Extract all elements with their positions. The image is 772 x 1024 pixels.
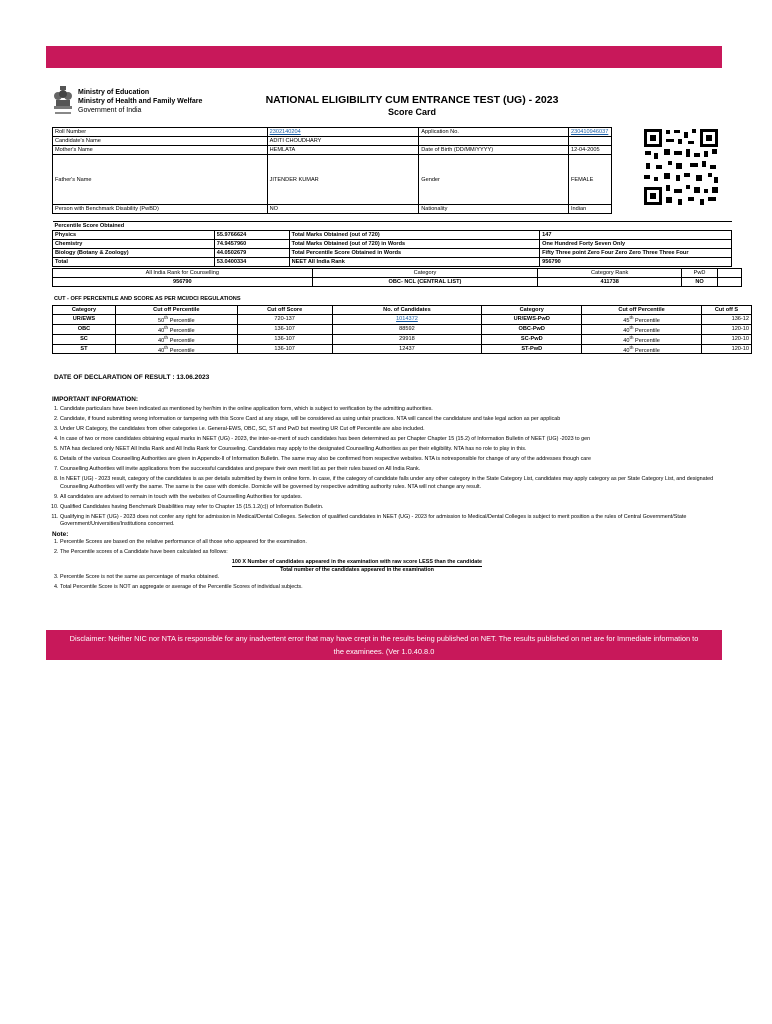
pct-word: Percentile bbox=[169, 337, 195, 344]
cutoff-percentile bbox=[115, 324, 237, 334]
pct-number: 40 bbox=[623, 337, 630, 344]
mother-label: Mother's Name bbox=[53, 146, 268, 155]
pwd-percentile bbox=[582, 315, 702, 325]
candidate-name: ADITI CHOUDHARY bbox=[267, 137, 419, 146]
pct-word: Percentile bbox=[634, 347, 660, 354]
cutoff-percentile bbox=[115, 315, 237, 325]
pct-number: 50 bbox=[158, 317, 165, 324]
subject-score: 53.0400334 bbox=[214, 258, 289, 267]
roll-label: Roll Number bbox=[53, 128, 268, 137]
pct-sup: th bbox=[629, 315, 634, 320]
pct-number: 40 bbox=[158, 327, 165, 334]
cutoff-category: UR/EWS bbox=[53, 315, 116, 325]
mother-name: HEMLATA bbox=[267, 146, 419, 155]
subject-label: Chemistry bbox=[53, 240, 215, 249]
disclaimer-text: Disclaimer: Neither NIC nor NTA is responsible for any inadvertent error that may have crept in the results being published on NET. The results published on net are for Immediate information to the examinees. (Ver 1.0.40.8.0 bbox=[69, 634, 699, 656]
candidates-count: 12437 bbox=[332, 344, 482, 354]
pwd-category: SC-PwD bbox=[482, 334, 582, 344]
pct-number: 40 bbox=[158, 347, 165, 354]
cutoff-category: ST bbox=[53, 344, 116, 354]
category-value: OBC- NCL (CENTRAL LIST) bbox=[312, 278, 538, 287]
dob-label: Date of Birth (DD/MM/YYYY) bbox=[419, 146, 569, 155]
list-item: 11. Qualifying in NEET (UG) - 2023 does not confer any right for admission in Medical/Dental Colleges. Selection of qualified candidates in NEET (UG) - 2023 for admission to Medical/Dental Colleges is subject to merit position a the rules of Central Government/State Government/Universities/Institutions concerned. bbox=[60, 514, 725, 529]
list-item: 7. Counselling Authorities will invite applications from the successful candidates and prepare their own merit list as per their rules based on All India Rank. bbox=[60, 466, 752, 473]
gender-value: FEMALE bbox=[568, 155, 611, 205]
note-list-continued bbox=[52, 574, 752, 591]
pwd-category: UR/EWS-PwD bbox=[482, 315, 582, 325]
ministry-line: Ministry of Health and Family Welfare bbox=[78, 98, 203, 105]
table-row bbox=[53, 344, 752, 354]
cutoff-header: Cut off Score bbox=[237, 306, 332, 315]
pct-sup: th bbox=[164, 324, 169, 330]
rank-header: PwD bbox=[682, 269, 718, 278]
result-label: NEET All India Rank bbox=[289, 258, 540, 267]
cutoff-header: Category bbox=[53, 306, 116, 315]
rank-header: Category Rank bbox=[538, 269, 682, 278]
list-item: 2. The Percentile scores of a Candidate have been calculated as follows: bbox=[60, 549, 752, 556]
cutoff-header: Cut off S bbox=[702, 306, 752, 315]
pwbd-value: NO bbox=[267, 205, 419, 214]
cutoff-header: No. of Candidates bbox=[332, 306, 482, 315]
table-row bbox=[53, 315, 752, 325]
rank-header: All India Rank for Counselling bbox=[53, 269, 313, 278]
cutoff-score: 136-107 bbox=[237, 334, 332, 344]
roll-number-link[interactable]: 2302140204 bbox=[269, 129, 301, 135]
candidates-count: 88592 bbox=[332, 324, 482, 334]
important-information bbox=[52, 396, 752, 592]
result-value: 147 bbox=[540, 231, 732, 240]
cutoff-header: Category bbox=[482, 306, 582, 315]
percentile-section-title: Percentile Score Obtained bbox=[53, 222, 732, 231]
app-label: Application No. bbox=[419, 128, 569, 137]
table-row bbox=[53, 334, 752, 344]
info-heading: IMPORTANT INFORMATION: bbox=[52, 396, 139, 403]
cutoff-percentile bbox=[115, 334, 237, 344]
info-list bbox=[52, 406, 752, 528]
pct-sup: th bbox=[164, 334, 169, 340]
exam-title: NATIONAL ELIGIBILITY CUM ENTRANCE TEST (UG) - 2023 bbox=[265, 94, 559, 106]
pct-sup: th bbox=[629, 344, 634, 350]
pct-word: Percentile bbox=[634, 327, 660, 334]
list-item: 2. Candidate, if found submitting wrong information or tampering with this Score Card at any stage, will be considered as using unfair practices. NTA will cancel the candidature and take legal action as per applicab bbox=[60, 416, 752, 423]
pwd-category: OBC-PwD bbox=[482, 324, 582, 334]
formula-denominator: Total number of the candidates appeared in the examination bbox=[280, 567, 434, 574]
pwd-score: 120-10 bbox=[702, 334, 752, 344]
father-label: Father's Name bbox=[53, 155, 268, 205]
pwd-category: ST-PwD bbox=[482, 344, 582, 354]
list-item: 3. Under UR Category, the candidates from other categories i.e. General-EWS, OBC, SC, ST and PwD but meeting UR Cut off Percentile are also included. bbox=[60, 426, 752, 433]
pct-word: Percentile bbox=[634, 317, 660, 324]
pct-number: 40 bbox=[158, 337, 165, 344]
candidate-section bbox=[52, 127, 722, 221]
cutoff-section bbox=[52, 296, 749, 360]
pct-sup: th bbox=[629, 334, 634, 340]
category-rank: 411738 bbox=[538, 278, 682, 287]
pwd-percentile bbox=[582, 324, 702, 334]
cutoff-section-title: CUT - OFF PERCENTILE AND SCORE AS PER MCI/DCI REGULATIONS bbox=[54, 296, 241, 302]
declaration-date: DATE OF DECLARATION OF RESULT : 13.06.2023 bbox=[54, 374, 210, 381]
result-label: Total Marks Obtained (out of 720) in Words bbox=[289, 240, 540, 249]
pwd-percentile bbox=[582, 334, 702, 344]
pct-number: 40 bbox=[623, 327, 630, 334]
scores-table bbox=[52, 221, 732, 267]
cutoff-score: 720-137 bbox=[237, 315, 332, 325]
result-value: 956790 bbox=[540, 258, 732, 267]
percentile-formula bbox=[52, 559, 662, 575]
subject-label: Biology (Botany & Zoology) bbox=[53, 249, 215, 258]
header bbox=[52, 82, 722, 126]
cutoff-score: 136-107 bbox=[237, 324, 332, 334]
pwd-score: 120-10 bbox=[702, 344, 752, 354]
rank-header: Category bbox=[312, 269, 538, 278]
pwd-score: 120-10 bbox=[702, 324, 752, 334]
info-section bbox=[52, 396, 722, 618]
pct-word: Percentile bbox=[169, 327, 195, 334]
subject-score: 44.0502679 bbox=[214, 249, 289, 258]
list-item: 1. Percentile Scores are based on the relative performance of all those who appeared for the examination. bbox=[60, 539, 752, 546]
candidates-count-link[interactable]: 1014372 bbox=[396, 316, 418, 323]
pwd-score: 136-12 bbox=[702, 315, 752, 325]
pct-sup: th bbox=[164, 315, 169, 320]
disclaimer-banner bbox=[46, 630, 722, 660]
cutoff-percentile bbox=[115, 344, 237, 354]
list-item: 9. All candidates are advised to remain in touch with the websites of Counselling Authorities for updates. bbox=[60, 494, 752, 501]
cutoff-header: Cut off Percentile bbox=[582, 306, 702, 315]
list-item: 4. In case of two or more candidates obtaining equal marks in NEET (UG) - 2023, the inter-se-merit of such candidates has been determined as per Chapter Chapter 15 (15.2) of Information Bulletin of NEET (UG) -2023 to gen bbox=[60, 436, 752, 443]
result-label: Total Marks Obtained (out of 720) bbox=[289, 231, 540, 240]
top-banner bbox=[46, 46, 722, 68]
subject-score: 55.9766624 bbox=[214, 231, 289, 240]
cutoff-table bbox=[52, 305, 752, 354]
pct-sup: th bbox=[629, 324, 634, 330]
subject-label: Total bbox=[53, 258, 215, 267]
pwbd-label: Person with Benchmark Disability (PwBD) bbox=[53, 205, 268, 214]
list-item: 10. Qualified Candidates having Benchmark Disabilities may refer to Chapter 15 (15.1.2(c)) of Information Bulletin. bbox=[60, 504, 752, 511]
nationality-label: Nationality bbox=[419, 205, 569, 214]
nationality-value: Indian bbox=[568, 205, 611, 214]
cutoff-header: Cut off Percentile bbox=[115, 306, 237, 315]
pct-word: Percentile bbox=[634, 337, 660, 344]
pct-number: 45 bbox=[623, 317, 630, 324]
formula-numerator: 100 X Number of candidates appeared in the examination with raw score LESS than the candidate bbox=[232, 559, 482, 567]
cutoff-category: OBC bbox=[53, 324, 116, 334]
pct-number: 40 bbox=[623, 347, 630, 354]
result-value: Fifty Three point Zero Four Zero Zero Three Three Four bbox=[540, 249, 732, 258]
subject-score: 74.9457960 bbox=[214, 240, 289, 249]
dob-value: 12-04-2005 bbox=[568, 146, 611, 155]
father-name: JITENDER KUMAR bbox=[267, 155, 419, 205]
all-india-rank: 956790 bbox=[53, 278, 313, 287]
candidate-table bbox=[52, 127, 612, 214]
list-item: 5. NTA has declared only NEET All India Rank and All India Rank for Counseling. Candidates may apply to the designated Counselling Authorities as per their eligibility. NTA has no role to play in this. bbox=[60, 446, 752, 453]
note-heading: Note: bbox=[52, 531, 69, 539]
table-row bbox=[53, 324, 752, 334]
note-list bbox=[52, 539, 752, 556]
ministry-line: Government of India bbox=[78, 107, 142, 114]
list-item: 8. In NEET (UG) - 2023 result, category of the candidates is as per details submitted by them in online form. In case, if the category of candidate falls under any other category in the State Category List, candidates may apply category as per State Category List, and designated Counselling Authorities will verify the same. The same is the case with domicile. Domicile will be governed by respective admitting authority rules. NTA will not change any result. bbox=[60, 476, 725, 491]
gender-label: Gender bbox=[419, 155, 569, 205]
application-number-link[interactable]: 230410946037 bbox=[570, 129, 609, 135]
pwd-value: NO bbox=[682, 278, 718, 287]
ministry-line: Ministry of Education bbox=[78, 89, 150, 96]
pct-word: Percentile bbox=[169, 317, 195, 324]
rank-table bbox=[52, 268, 742, 287]
pct-word: Percentile bbox=[169, 347, 195, 354]
page-title bbox=[52, 94, 772, 118]
subject-label: Physics bbox=[53, 231, 215, 240]
score-card-subtitle: Score Card bbox=[387, 107, 437, 117]
list-item: 4. Total Percentile Score is NOT an aggregate or average of the Percentile Scores of individual subjects. bbox=[60, 584, 752, 591]
scores-section bbox=[52, 221, 722, 295]
cutoff-score: 136-107 bbox=[237, 344, 332, 354]
pct-sup: th bbox=[164, 344, 169, 350]
cutoff-category: SC bbox=[53, 334, 116, 344]
pwd-percentile bbox=[582, 344, 702, 354]
list-item: 6. Details of the various Counselling Authorities are given in Appendix-II of Information Bulletin. The same may also be confirmed from respective websites. NTA is notresponsible for change of any of the addresses though care bbox=[60, 456, 752, 463]
qr-code-icon bbox=[642, 127, 720, 207]
list-item: 3. Percentile Score is not the same as percentage of marks obtained. bbox=[60, 574, 752, 581]
result-value: One Hundred Forty Seven Only bbox=[540, 240, 732, 249]
result-label: Total Percentile Score Obtained in Words bbox=[289, 249, 540, 258]
list-item: 1. Candidate particulars have been indicated as mentioned by her/him in the online application form, which is subject to verification by the admitting authorities. bbox=[60, 406, 752, 413]
name-label: Candidate's Name bbox=[53, 137, 268, 146]
candidates-count: 29918 bbox=[332, 334, 482, 344]
